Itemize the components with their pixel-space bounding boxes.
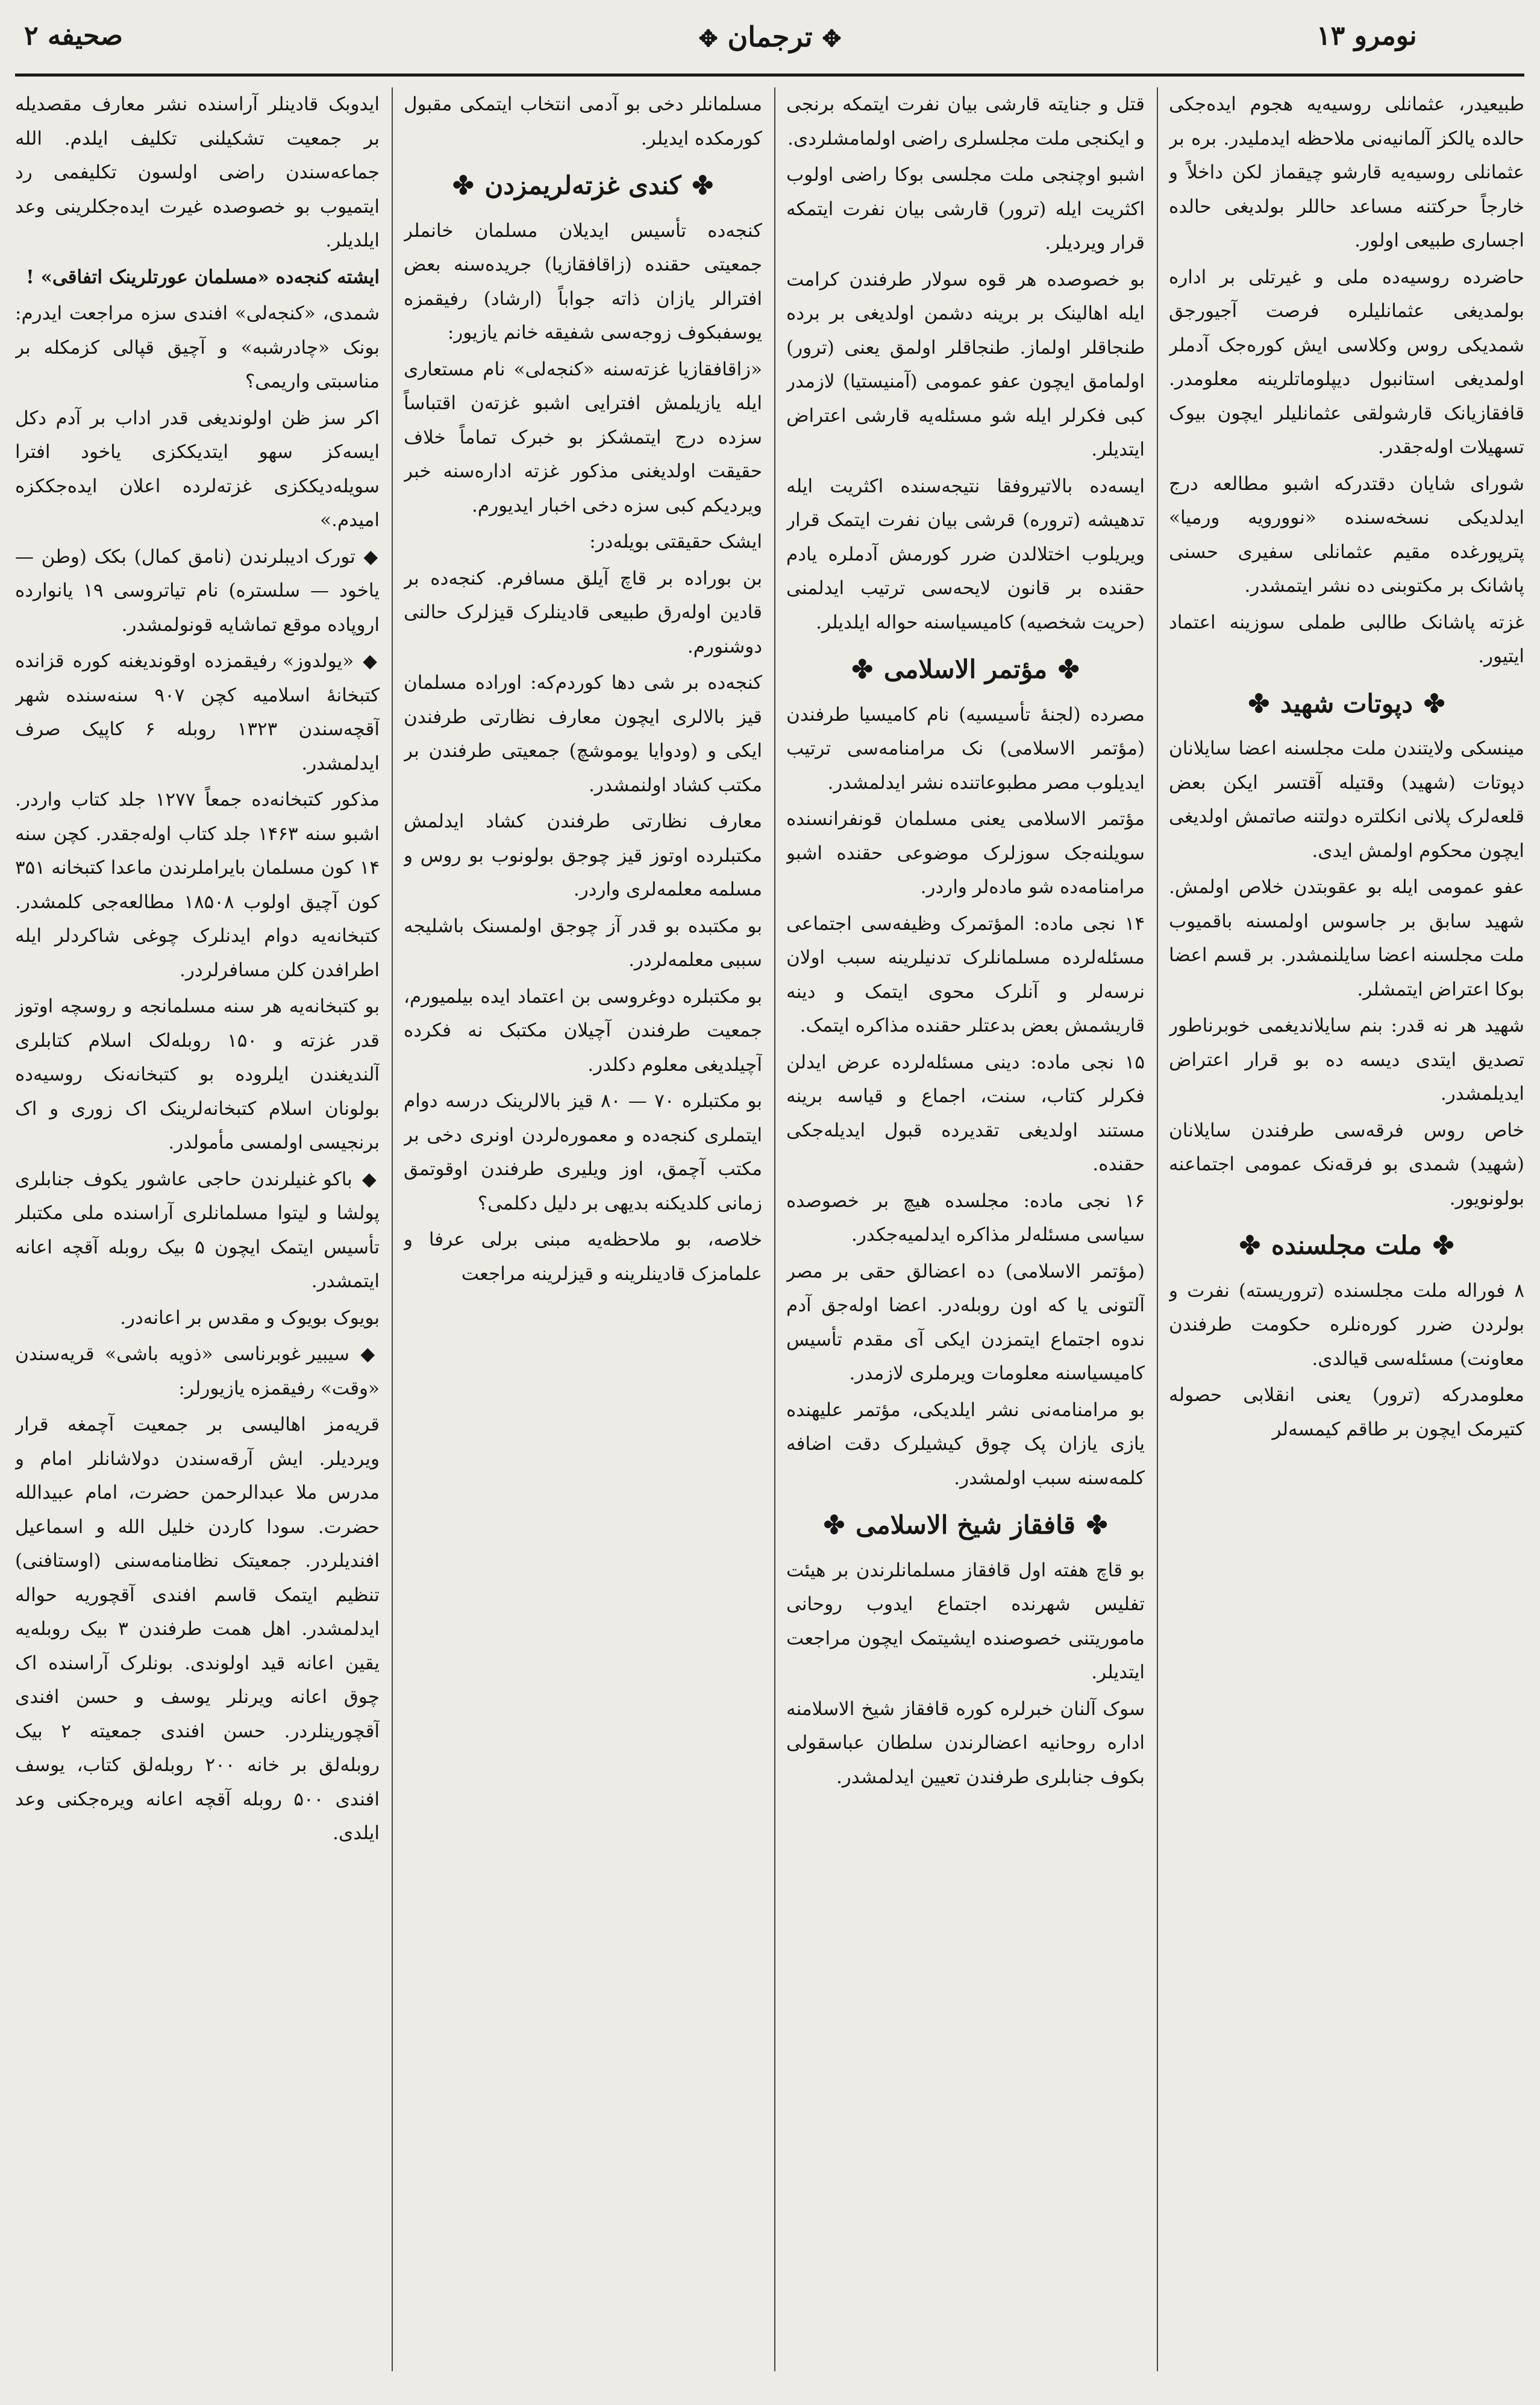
news-item [15, 1337, 380, 1405]
paragraph: بو مکتبلره دوغروسی بن اعتماد ایده بیلمیورم، جمعیت طرفندن آچیلان مکتبک نه فکرده آچیلدیغی معلوم دکلدر. [404, 985, 762, 1076]
column-middle-left [404, 87, 762, 2371]
paragraph: «زاقافقازیا غزته‌سنه «کنجه‌لی» نام مستعاری ایله یازیلمش افترایی اشبو غزته‌ن اقتباساً سزده درج ایتمشکز بو خبرک تماماً خلاف حقیقت اولدیغنی مذکور غزته اداره‌سنه خبر ویردیکم کبی سزه دخی اخبار ایدیورم. [404, 358, 762, 516]
news-item [15, 644, 380, 780]
paragraph: سیبیر غوبرناسی «ذویه باشی» قریه‌سندن «وقت» رفیقمزه یازیورلر: [15, 1343, 380, 1399]
column-left [15, 87, 380, 2371]
diamond-bullet-icon: ◆ [349, 1343, 380, 1365]
section-title: ملت مجلسنده [1271, 1231, 1422, 1260]
paragraph: ایدوبک قادینلر آراسنده نشر معارف مقصدیله بر جمعیت تشکیلنی تکلیف ایلدم. الله جماعه‌سندن راضی اولسون تکلیفمی رد ایتمیوب بو خصوصده غیرت ایده‌جکلرینی وعد ایلدیلر. [15, 93, 380, 251]
paragraph: بو مکتبلره ۷۰ — ۸۰ قیز بالالرینک درسه دوام ایتملری کنجه‌ده و معموره‌لردن اونری دخی بر مکتب آچمق، اوز ویلیری طرفندن اوقوتمق زمانی کلدیکنه بدیهی بر دلیل دکلمی؟ [404, 1090, 762, 1214]
section-heading [404, 169, 762, 203]
ornament-icon: ✤ [1433, 1231, 1454, 1260]
newspaper-title-text: ترجمان [727, 20, 813, 53]
paragraph: معلومدرکه (ترور) یعنی انقلابی حصوله کتیرمک ایچون بر طاقم کیمسه‌لر [1169, 1384, 1524, 1440]
paragraph: ۱۴ نجی ماده: المؤتمرک وظیفه‌سی اجتماعی مسئله‌لرده مسلمانلرک تدنیلرینه سبب اولان نرسه‌لر و آنلرک محوی ایتمک و دینه قاریشمش بعض بدعتلر حقنده مذاکره ایتمک. [786, 912, 1145, 1036]
paragraph: باکو غنیلرندن حاجی عاشور یکوف جنابلری پولشا و لیتوا مسلمانلری آراسنده ملی مکتبلر تأسیس ایتمک ایچون ۵ بیک روبله آقچه اعانه ایتمشدر. [15, 1168, 380, 1292]
ornament-icon: ✤ [1058, 654, 1080, 684]
paragraph: خاص روس فرقه‌سی طرفندن سایلانان (شهید) شمدی بو فرقه‌نک عمومی اجتماعنه بولونویور. [1169, 1119, 1524, 1209]
section-heading [786, 1508, 1145, 1543]
paragraph: ایسه‌ده بالاتیروفقا نتیجه‌سنده اکثریت ایله تدهیشه (تروره) قرشی بیان نفرت ایتمک قرار ویریلوب اختلالدن ضرر کورمش آدملره یادم حقنده بر قانون لایحه‌سی ترتیب ایدلمنی (حریت شخصیه) کامیسیاسنه حواله ایلدیلر. [786, 475, 1145, 633]
paragraph: بویوک بویوک و مقدس بر اعانه‌در. [120, 1306, 380, 1329]
section-title: دپوتات شهید [1280, 688, 1413, 718]
paragraph: خلاصه، بو ملاحظه‌یه مبنی برلی عرفا و علمامزک قادینلرینه و قیزلرینه مراجعت [404, 1229, 762, 1285]
news-item [15, 540, 380, 642]
ornament-icon: ✤ [851, 654, 873, 684]
paragraph: قتل و جنایته قارشی بیان نفرت ایتمکه برنجی و ایکنجی ملت مجلسلری راضی اولمامشلردی. [786, 93, 1145, 149]
ornament-icon: ✤ [452, 171, 474, 200]
paragraph: عفو عمومی ایله بو عقوبتدن خلاص اولمش. شهید سابق بر جاسوس اولمسنه باقمیوب ملت مجلسنه اعضا سایلنمشدر. بر قسم اعضا بوکا اعتراض ایتمشلر. [1169, 876, 1524, 1000]
column-middle-right [786, 87, 1145, 2371]
paragraph: بو مکتبده بو قدر آز چوجق اولمسنک باشلیجه سببی معلمه‌لردر. [404, 915, 762, 971]
paragraph: ۱۵ نجی ماده: دینی مسئله‌لرده عرض ایدلن فکرلر کتاب، سنت، اجماع و قیاسه برینه مستند اولدیغی تقدیرده قبول ایدیله‌جکی حقنده. [786, 1051, 1145, 1175]
paragraph: ایشک حقیقتی بویله‌در: [589, 531, 762, 553]
paragraph: سوک آلنان خبرلره کوره قافقاز شیخ الاسلامنه اداره روحانیه اعضالرندن سلطان عباسقولی بکوف جنابلری طرفندن تعیین ایدلمشدر. [786, 1698, 1145, 1788]
paragraph: شورای شایان دقتدرکه اشبو مطالعه درج ایدلدیکی نسخه‌سنده «نوورویه ورمیا» پترپورغده مقیم عثمانلی سفیری حسنی پاشانک بر مکتوبنی ده نشر ایتمشدر. [1169, 472, 1524, 597]
paragraph: کنجه‌ده بر شی دها کوردم‌که: اوراده مسلمان قیز بالالری ایچون معارف نظارتی طرفندن ایکی و (ودوایا یوموشچ) جمعیتی طرفندن بر مکتب کشاد اولنمشدر. [404, 672, 762, 796]
paragraph: (مؤتمر الاسلامی) ده اعضالق حقی بر مصر آلتونی یا که اون روبله‌در. اعضا اوله‌جق آدم ندوه اجتماع ایتمزدن ایکی آی مقدم تأسیس کامیسیاسنه معلومات ویرملری لازمدر. [786, 1260, 1145, 1384]
paragraph: مذکور کتبخانه‌ده جمعاً ۱۲۷۷ جلد کتاب واردر. اشبو سنه ۱۴۶۳ جلد کتاب اوله‌جقدر. کچن سنه ۱۴ کون مسلمان بایراملرندن ماعدا کتبخانه ۳۵۱ کون آچیق اولوب ۱۸۵۰۸ مطالعه‌جی کلمشدر. کتبخانه‌یه دوام ایدنلرک چوغی شاکردلر ایله اطرافدن کلن مسافرلردر. [15, 789, 380, 981]
paragraph: حاضرده روسیه‌ده ملی و غیرتلی بر اداره بولمدیغی عثمانلیلره فرصت آجیورجق شمدیکی روس وکلاسی ایش کوره‌جک آدملر اولمدیغی استانبول دیپلوماتلرینه معلومدر. قافقازیانک قارشولقی عثمانلیلر ایچون بیوک تسهیلات اوله‌جقدر. [1169, 266, 1524, 458]
page-label: صحیفه ۲ [24, 20, 123, 51]
paragraph: بو مرامنامه‌نی نشر ایلدیکی، مؤتمر علیهنده یازی یازان پک چوق کیشیلرک دقت اضافه کلمه‌سنه سبب اولمشدر. [786, 1399, 1145, 1489]
paragraph: «یولدوز» رفیقمزده اوقوندیغنه کوره قزانده کتبخانهٔ اسلامیه کچن ۹۰۷ سنه‌سنده شهر آقچه‌سندن ۱۳۲۳ روبله ۶ کاپیک صرف ایدلمشدر. [15, 650, 380, 774]
paragraph: طبیعیدر، عثمانلی روسیه‌یه هجوم ایده‌جکی حالده یالکز آلمانیه‌نی ملاحظه ایدملیدر. بره بر عثمانلی روسیه‌یه قارشو چیقماز لکن داخلاً و خارجاً حرکتنه مساعد حاللر بولدیغی حالده اجساری طبیعی اولور. [1169, 93, 1524, 251]
paragraph: مینسکی ولایتندن ملت مجلسنه اعضا سایلانان دپوتات (شهید) وقتیله آقتسر ایکن بعض قلعه‌لرک پلانی انکلتره دولتنه صاتمش اولدیغی ایچون محکوم اولمش ایدی. [1169, 738, 1524, 862]
paragraph: معارف نظارتی طرفندن کشاد ایدلمش مکتبلرده اوتوز قیز چوجق بولونوب بو روس و مسلمه معلمه‌لری واردر. [404, 811, 762, 900]
news-item [15, 1162, 380, 1299]
ornament-icon: ✤ [823, 1510, 845, 1540]
section-heading [1169, 1229, 1524, 1263]
paragraph: کنجه‌ده تأسیس ایدیلان مسلمان خانملر جمعیتی حقنده (زاقافقازیا) جریده‌سنه بعض افترالر یازان ذاته جواباً (ارشاد) رفیقمزه یوسفبکوف زوجه‌سی شفیقه خانم یازیور: [404, 219, 762, 343]
paragraph: اکر سز ظن اولوندیغی قدر اداب بر آدم دکل ایسه‌کز سهو ایتدیککزی یاخود افترا سویله‌دیککزی غزته‌لرده اعلان ایده‌جککزه امیدم.» [15, 407, 380, 531]
header-rule [15, 74, 1524, 77]
section-heading [786, 653, 1145, 687]
column-separator [392, 87, 393, 2371]
column-separator [774, 87, 775, 2371]
column-separator [1157, 87, 1158, 2371]
ornament-icon: ✤ [1239, 1231, 1261, 1260]
paragraph: بو کتبخانه‌یه هر سنه مسلمانجه و روسچه اوتوز قدر غزته و ۱۵۰ روبله‌لک اسلام کتابلری آلندیغندن ایلروده بو کتبخانه‌نک روسیه‌ده بولونان اسلام کتبخانه‌لرینک اک زوری و اک برنجیسی اولمسی مأمولدر. [15, 996, 380, 1153]
paragraph: غزته پاشانک طالبی طملی سوزینه اعتماد ایتیور. [1169, 611, 1524, 667]
paragraph: ۸ فوراله ملت مجلسنده (تروریسته) نفرت و بولردن ضرر کوره‌نلره حکومت طرفندن معاونت) مسئله‌سی قیالدی. [1169, 1279, 1524, 1370]
newspaper-title [663, 20, 877, 53]
issue-number: نومرو ۱۳ [1316, 20, 1417, 51]
section-title: کندی غزته‌لریمزدن [484, 171, 681, 200]
diamond-bullet-icon: ◆ [352, 1168, 380, 1190]
diamond-bullet-icon: ◆ [355, 545, 380, 568]
ornament-icon: ✤ [1424, 688, 1445, 718]
paragraph: ۱۶ نجی ماده: مجلسده هیچ بر خصوصده سیاسی مسئله‌لر مذاکره ایدلمیه‌جکدر. [786, 1190, 1145, 1246]
right-ornament-icon: ✥ [822, 25, 842, 52]
section-title: قافقاز شیخ الاسلامی [856, 1510, 1075, 1540]
column-right [1169, 87, 1524, 2371]
section-heading [1169, 687, 1524, 721]
paragraph: بو قاچ هفته اول قافقاز مسلمانلرندن بر هیئت تفلیس شهرنده اجتماع ایدوب روحانی ماموریتنی خصوصنده ایشیتمک ایچون مراجعت ایتدیلر. [786, 1559, 1145, 1683]
ornament-icon: ✤ [1086, 1510, 1108, 1540]
paragraph: بن بوراده بر قاچ آیلق مسافرم. کنجه‌ده بر قادین اوله‌رق طبیعی قادینلرک قیزلرک حالنی دوشنورم. [404, 567, 762, 657]
paragraph: شمدی، «کنجه‌لی» افندی سزه مراجعت ایدرم: بونک «چادرشبه» و آچیق قپالی کزمکله بر مناسبتی واریمی؟ [15, 303, 380, 392]
paragraph: قریه‌مز اهالیسی بر جمعیت آچمغه قرار ویردیلر. ایش آرقه‌سندن دولاشانلر امام و مدرس ملا عبدالرحمن حضرت، امام عبیدالله حضرت. سودا کاردن خلیل الله و اسماعیل افندیلردر. جمعیتک نظامنامه‌سنی (اوستافنی) تنظیم ایتمک قاسم افندی آقچوریه حواله ایدلمشدر. اهل همت طرفندن ۳ بیک روبله‌یه یقین اعانه قید اولوندی. بونلرک آراسنده اک چوق اعانه ویرنلر یوسف و حسن افندی آقچورینلردر. حسن افندی جمعیته ۲ بیک روبله‌لق بر خانه ۲۰۰ روبله‌لق کتاب، یوسف افندی ۵۰۰ روبله آقچه اعانه ویره‌جکنی وعد ایلدی. [15, 1414, 380, 1844]
ornament-icon: ✤ [1248, 688, 1269, 718]
paragraph: اشبو اوچنجی ملت مجلسی بوکا راضی اولوب اکثریت ایله (ترور) قارشی بیان نفرت ایتمکه قرار ویردیلر. [786, 164, 1145, 254]
paragraph: بو خصوصده هر قوه سولار طرفندن کرامت ایله اهالینک بر برینه دشمن اولدیغی بر برده طنجاقلر اولماز. طنجاقلر اولمق یعنی (ترور) اولمامق ایچون عفو عمومی (آمنیستیا) لازمدر کبی فکرلر ایله شو مسئله‌یه قارشی اعتراض ایتدیلر. [786, 268, 1145, 460]
paragraph: شهید هر نه قدر: بنم سایلاندیغمی خوبرناطور تصدیق ایتدی دیسه ده بو قرار اعتراض ایدیلمشدر. [1169, 1015, 1524, 1105]
paragraph: ایشته کنجه‌ده «مسلمان عورتلرینک اتفاقی» ! [26, 266, 380, 288]
left-ornament-icon: ✥ [698, 25, 718, 52]
paragraph: مؤتمر الاسلامی یعنی مسلمان قونفرانسنده سویلنه‌جک سوزلرک موضوعی حقنده اشبو مرامنامه‌ده شو ماده‌لر واردر. [786, 808, 1145, 898]
paragraph: تورک ادیبلرندن (نامق کمال) بکک (وطن — یاخود — سلستره) نام تیاتروسی ۱۹ یانوارده اروپاده موقع تماشایه قونولمشدر. [15, 545, 380, 636]
paragraph: مصرده (لجنهٔ تأسیسیه) نام کامیسیا طرفندن (مؤتمر الاسلامی) نک مرامنامه‌سی ترتیب ایدیلوب مصر مطبوعاتنده نشر ایدلمشدر. [786, 703, 1145, 794]
paragraph: مسلمانلر دخی بو آدمی انتخاب ایتمکی مقبول کورمکده ایدیلر. [404, 93, 762, 149]
ornament-icon: ✤ [692, 171, 713, 200]
section-title: مؤتمر الاسلامی [883, 654, 1048, 684]
diamond-bullet-icon: ◆ [354, 650, 380, 672]
